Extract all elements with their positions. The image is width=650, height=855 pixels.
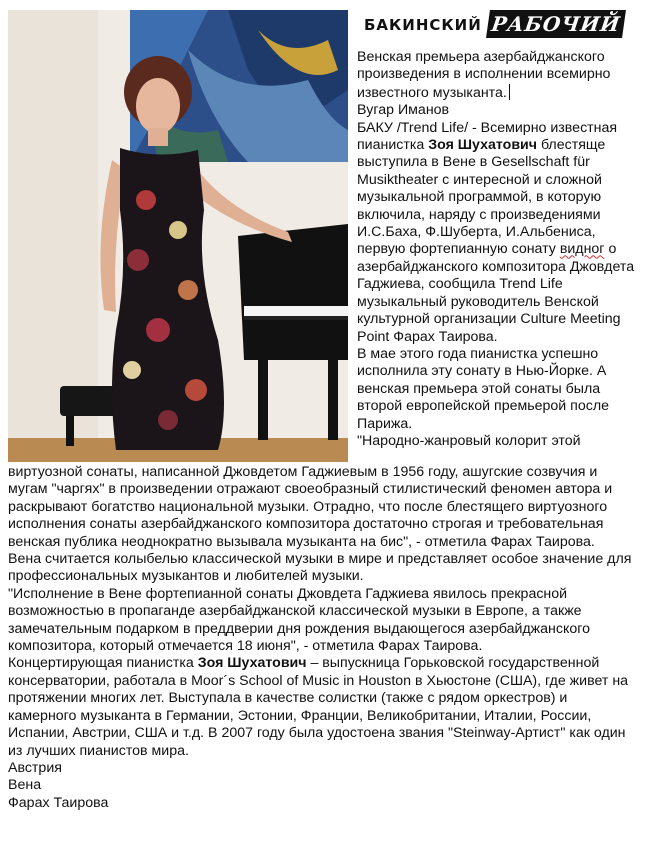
paragraph-1: БАКУ /Trend Life/ - Всемирно известная пианистка Зоя Шухатович блестяще выступила в Вене в Gesellschaft für Musiktheater с интересной и сложной музыкальной программой, в которую включила, наряду с произведениями И.С.Баха, Ф.Шуберта, И.Альбениса, первую фортепианную сонату видног о азербайджанского композитора Джовдета Гаджиева, сообщила Trend Life музыкальный руководитель Венской культурной организации Culture Meeting Point Фарах Таирова.: [357, 119, 635, 345]
headline: Венская премьера азербайджанского произведения в исполнении всемирно известного музыканта.: [357, 49, 611, 101]
pianist-photo: [8, 10, 348, 462]
text-cursor: [509, 84, 510, 100]
paragraph-3-start: "Народно-жанровый колорит этой: [357, 432, 581, 449]
paragraph-6: Концертирующая пианистка Зоя Шухатович – выпускница Горьковской государственной консерватории, работала в Moor´s School of Music in Houston в Хьюстоне (США), где живет на протяжении многих лет. Выступала в качестве солистки (также с рядом оркестров) и камерного музыканта в Германии, Эстонии, Франции, Великобритании, Италии, России, Испании, Австрии, США и т.д. В 2007 году была удостоена звания "Steinway-Артист" как один из лучших пианистов мира.: [8, 655, 629, 759]
spellcheck-word: видног: [559, 241, 605, 258]
tag-2[interactable]: Вена: [8, 777, 42, 794]
masthead-left: БАКИНСКИЙ: [364, 16, 482, 34]
pianist-name-2: Зоя Шухатович: [197, 655, 307, 672]
pianist-name: Зоя Шухатович: [428, 137, 537, 154]
article-top-column: [357, 49, 647, 450]
paragraph-5: "Исполнение в Вене фортепианной сонаты Джовдета Гаджиева явилось прекрасной возможностью в пропаганде азербайджанской классической музыки в Европе, а также замечательным подарком в преддверии дня рождения выдающегося азербайджанского композитора, который отмечается 18 июня", - отметила Фарах Таирова.: [8, 585, 590, 655]
article-full-width: [8, 464, 638, 812]
paragraph-4: Вена считается колыбелью классической музыки в мире и представляет особое значение для профессиональных музыкантов и любителей музыки.: [8, 551, 632, 585]
paragraph-3-cont: виртуозной сонаты, написанной Джовдетом Гаджиевым в 1956 году, ашугские созвучия и мугам "чаргях" в произведении отражают своеобразный стилистический феномен автора и раскрывают богатство национальной музыки. Отрадно, что после блестящего виртуозного исполнения сонаты азербайджанского композитора достаточно строгая и требовательная венская публика неоднократно вызывала музыканта на бис", - отметила Фарах Таирова.: [8, 464, 613, 550]
author: Вугар Иманов: [357, 102, 450, 119]
article-photo: [8, 10, 348, 462]
tag-1[interactable]: Австрия: [8, 759, 62, 776]
tag-3[interactable]: Фарах Таирова: [8, 794, 109, 811]
paragraph-2: В мае этого года пианистка успешно исполнила эту сонату в Нью-Йорке. А венская премьера этой сонаты была второй европейской премьерой после Парижа.: [357, 345, 610, 432]
masthead-right: РАБОЧИЙ: [486, 10, 626, 38]
masthead: [360, 8, 624, 38]
